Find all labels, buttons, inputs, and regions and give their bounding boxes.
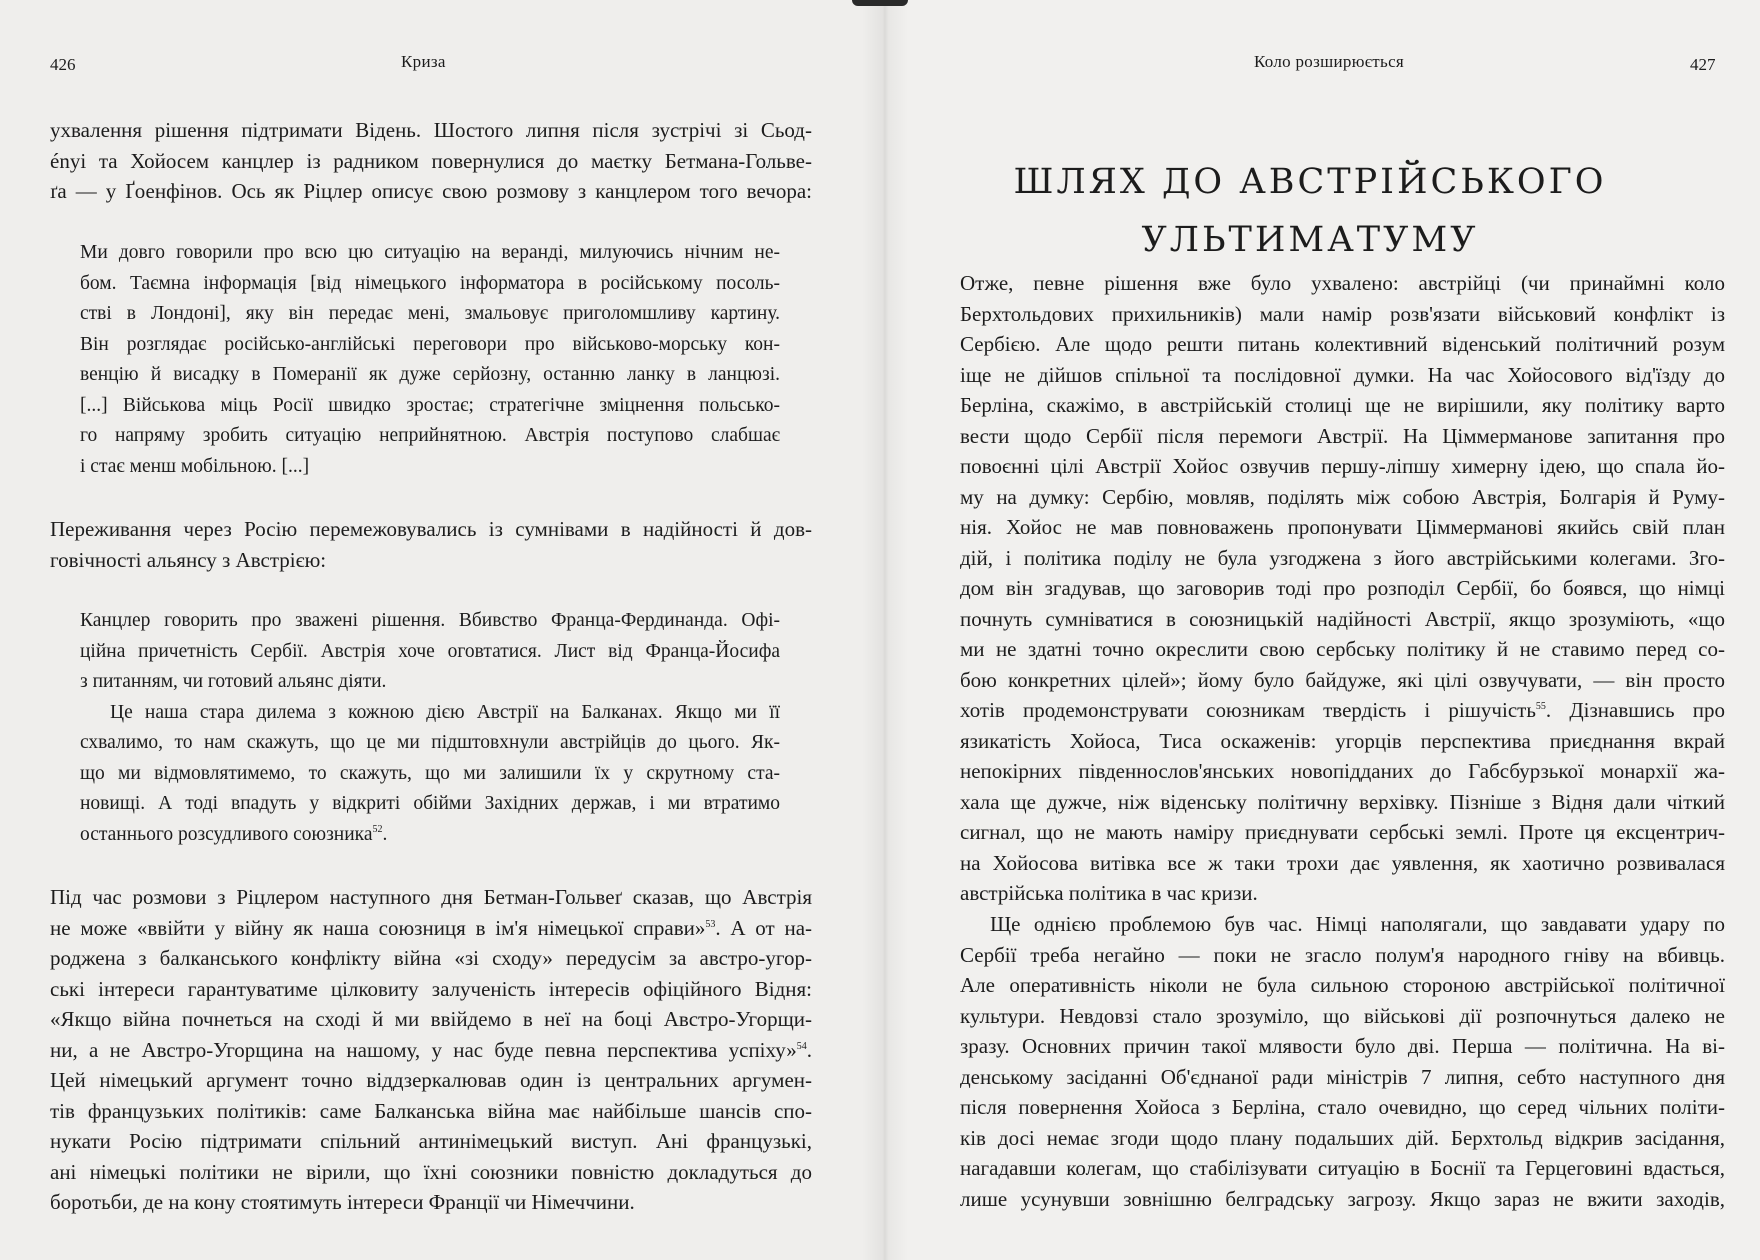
right-paragraph-1	[960, 268, 1725, 909]
text-line: вести щодо Сербії після перемоги Австрії. На Ціммерманове запитання про	[960, 423, 1725, 448]
left-paragraph-3	[50, 882, 812, 1218]
text-line: почнуть сумніватися в союзницькій надійності Австрії, якщо зрозуміють, «що	[960, 606, 1725, 631]
text-line: ényi та Хойосем канцлер із радником повернулися до маєтку Бетмана-Гольве-	[50, 148, 812, 173]
text-line: ані німецькі політики не вірили, що їхні союзники повністю докладуться до	[50, 1159, 812, 1184]
text-line: ми не здатні точно окреслити свою сербську політику й не ставимо перед со-	[960, 637, 1725, 661]
quote-line: Він розглядає російсько-англійські переговори про військово-морську кон-	[80, 333, 780, 355]
quote-line: останнього розсудливого союзника$^{52}$.	[80, 823, 388, 845]
text-line: Ще однією проблемою був час. Німці наполягали, що завдавати удару по	[990, 912, 1725, 936]
text-line: Сербії треба негайно — поки не згасло полум'я народного гніву на вбивць.	[960, 942, 1725, 967]
text-segment: . Дізнавшись про	[1545, 698, 1725, 722]
text-line: му на думку: Сербію, мовляв, поділять між собою Австрія, Болгарія й Руму-	[960, 484, 1725, 509]
text-line	[50, 1035, 812, 1066]
book-gutter	[862, 0, 908, 1260]
text-line	[960, 695, 1725, 726]
text-line: Берхтольдових прихильників) мали намір розв'язати військовий конфлікт із	[960, 301, 1725, 326]
text-segment: ни, а не Австро-Угорщина на нашому, у нас буде певна перспектива успіху»	[50, 1037, 797, 1062]
text-segment: хотів продемонструвати союзникам твердість і рішучість	[960, 698, 1536, 722]
quote-line: ційна причетність Сербії. Австрія хоче оговтатися. Лист від Франца-Йосифа	[80, 640, 780, 662]
footnote-ref[interactable]: 52	[372, 823, 383, 835]
text-line: Цей німецький аргумент точно віддзеркалював один із центральних аргумен-	[50, 1068, 812, 1092]
text-line: повоєнні цілі Австрії Хойос озвучив першу-ліпшу химерну ідею, що спала йо-	[960, 454, 1725, 478]
text-line: після повернення Хойоса з Берліна, стало очевидно, що серед чільних політи-	[960, 1095, 1725, 1119]
text-line: сигнал, що не мають наміру приєднувати сербські землі. Проте ця ексцентрич-	[960, 820, 1725, 844]
quote-line: бом. Таємна інформація [від німецького інформатора в російському посоль-	[80, 272, 780, 294]
text-line: ські інтереси гарантуватиме цілковиту залученість інтересів офіційного Відня:	[50, 976, 812, 1001]
text-line: лише усунувши зовнішню белградську загрозу. Якщо зараз не вжити заходів,	[960, 1186, 1725, 1211]
left-block-quote-1	[80, 238, 780, 482]
left-page-number: 426	[50, 55, 76, 74]
text-line: іще не дійшов спільної та послідовної думки. На час Хойосового від'їзду до	[960, 362, 1725, 387]
right-page-number: 427	[1690, 55, 1716, 74]
quote-line-text: останнього розсудливого союзника	[80, 823, 373, 845]
text-line: бою конкретних цілей»; йому було байдуже, які цілі озвучувати, — він просто	[960, 667, 1725, 692]
right-paragraph-2	[960, 909, 1725, 1214]
quote-line: стві в Лондоні], яку він передає мені, змальовує приголомшливу картину.	[80, 303, 780, 324]
text-line: нія. Хойос не мав повноважень пропонувати Ціммерманові якийсь свій план	[960, 515, 1725, 539]
text-line: роджена з балканського конфлікту війна «зі сходу» передусім за австро-угор-	[50, 946, 812, 970]
quote-line: го напряму зробить ситуацію неприйнятною. Австрія поступово слабшає	[80, 425, 780, 446]
text-line: ухвалення рішення підтримати Відень. Шостого липня після зустрічі зі Сьод-	[50, 118, 812, 142]
text-line: ків досі немає згоди щодо плану подальших дій. Берхтольд відкрив засідання,	[960, 1125, 1725, 1150]
text-line: говічності альянсу з Австрією:	[50, 547, 327, 572]
left-paragraph-1	[50, 115, 812, 207]
text-line: Але оперативність ніколи не була сильною стороною австрійської політичної	[960, 973, 1725, 997]
chapter-title-line: ШЛЯХ ДО АВСТРІЙСЬКОГО	[1013, 162, 1607, 203]
text-line: культури. Невдовзі стало зрозуміло, що військові дії розпочнуться далеко не	[960, 1003, 1725, 1028]
quote-line: Ми довго говорили про всю цю ситуацію на веранді, милуючись нічним не-	[80, 242, 780, 263]
quote-line: і стає менш мобільною. [...]	[80, 455, 310, 477]
quote-line: Канцлер говорить про зважені рішення. Вбивство Франца-Фердинанда. Офі-	[80, 610, 780, 631]
text-line: непокірних південнослов'янських новопідданих до Габсбурзької монархії жа-	[960, 759, 1725, 783]
text-line: дій, і політика поділу не була узгоджена з його австрійськими колегами. Зго-	[960, 545, 1725, 570]
left-running-head: Криза	[401, 52, 446, 71]
text-line: Переживання через Росію перемежовувались із сумнівами в надійності й дов-	[50, 517, 812, 541]
right-running-head: Коло розширюється	[1254, 52, 1405, 71]
text-line: тів французьких політиків: саме Балканська війна має найбільше шансів спо-	[50, 1098, 812, 1123]
text-line: Під час розмови з Ріцлером наступного дня Бетман-Гольвеґ сказав, що Австрія	[50, 885, 812, 909]
text-line: «Якщо війна почнеться на сході й ми ввійдемо в неї на боці Австро-Угорщи-	[50, 1007, 812, 1031]
text-segment: .	[806, 1037, 812, 1062]
text-line: Отже, певне рішення вже було ухвалено: австрійці (чи принаймні коло	[960, 271, 1725, 295]
text-line: нукати Росію підтримати спільний антинімецький виступ. Ані французькі,	[50, 1129, 812, 1153]
text-line: австрійська політика в час кризи.	[960, 881, 1258, 905]
text-segment: . А от на-	[715, 915, 813, 940]
text-line: денському засіданні Об'єднаної ради міністрів 7 липня, себто наступного дня	[960, 1064, 1725, 1089]
quote-line: новищі. А тоді впадуть у відкриті обійми Західних держав, і ми втратимо	[80, 793, 780, 814]
text-line: боротьби, де на кону стоятимуть інтереси Франції чи Німеччини.	[50, 1190, 635, 1214]
footnote-ref[interactable]: 55	[1535, 701, 1546, 712]
quote-line: [...] Військова міць Росії швидко зростає; стратегічне зміцнення польсько-	[80, 394, 780, 416]
text-line: язикатість Хойоса, Тиса оскаженів: угорців перспектива приєднання вкрай	[960, 728, 1725, 753]
chapter-title-line: УЛЬТИМАТУМУ	[1141, 220, 1479, 261]
quote-line: що ми відмовлятимемо, то скажуть, що ми залишили їх у скрутному ста-	[80, 762, 780, 784]
text-line: дом він згадував, що заговорив тоді про розподіл Сербії, бо боявся, що німці	[960, 576, 1725, 600]
text-line: на Хойосова витівка все ж таки трохи дає уявлення, як хаотично розвивалася	[960, 850, 1725, 875]
text-line: ґа — у Ґоенфінов. Ось як Ріцлер описує свою розмову з канцлером того вечора:	[50, 179, 812, 203]
quote-line: схвалимо, то нам скажуть, що це ми підштовхнули австрійців до цього. Як-	[80, 732, 780, 753]
footnote-ref[interactable]: 53	[705, 918, 716, 930]
text-line: хала ще дужче, ніж віденську політичну верхівку. Пізніше з Відня дали чіткий	[960, 789, 1725, 814]
text-segment: не може «ввійти у війну як наша союзниця в ім'я німецької справи»	[50, 915, 706, 940]
quote-line: Це наша стара дилема з кожною дією Австрії на Балканах. Якщо ми її	[110, 701, 780, 723]
binding-edge	[852, 0, 908, 6]
text-line: нагадавши колегам, що стабілізувати ситуацію в Боснії та Герцеговині вдасться,	[960, 1156, 1725, 1180]
text-line: Берліна, скажімо, в австрійській столиці ще не вирішили, яку політику варто	[960, 393, 1725, 417]
text-line: зразу. Основних причин такої млявости було дві. Перша — політична. На ві-	[960, 1034, 1725, 1058]
chapter-title	[960, 153, 1660, 269]
left-paragraph-2	[50, 514, 812, 575]
footnote-ref[interactable]: 54	[796, 1040, 807, 1052]
text-line: Сербією. Але щодо решти питань колективний віденський політичний розум	[960, 332, 1725, 356]
text-line	[50, 913, 812, 944]
quote-line: з питанням, чи готовий альянс діяти.	[80, 671, 387, 692]
left-block-quote-2	[80, 606, 780, 850]
quote-line: венцію й висадку в Померанії як дуже серйозну, останню ланку в ланцюзі.	[80, 364, 780, 385]
